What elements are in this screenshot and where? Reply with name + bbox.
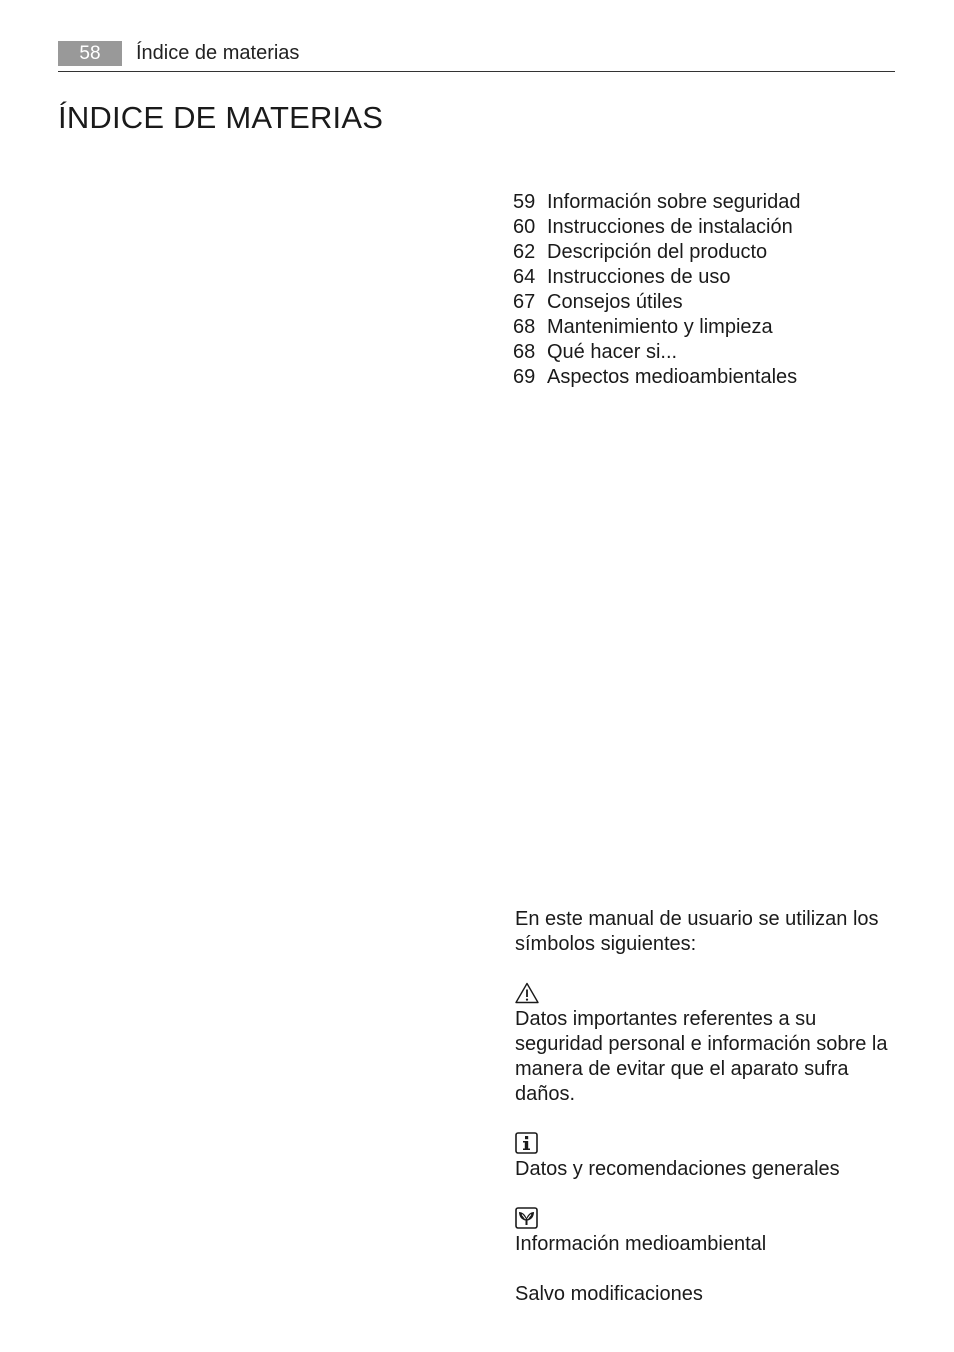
toc-page-number: 68 bbox=[513, 316, 536, 338]
environment-icon bbox=[515, 1207, 895, 1232]
table-of-contents bbox=[513, 190, 800, 390]
toc-entry[interactable] bbox=[513, 240, 800, 265]
warning-triangle-icon bbox=[515, 982, 895, 1007]
info-description: Datos y recomendaciones generales bbox=[515, 1158, 840, 1180]
toc-entry[interactable] bbox=[513, 315, 800, 340]
toc-label: Información sobre seguridad bbox=[547, 191, 801, 213]
toc-entry[interactable] bbox=[513, 290, 800, 315]
toc-entry[interactable] bbox=[513, 340, 800, 365]
toc-page-number: 69 bbox=[513, 366, 536, 388]
toc-page-number: 67 bbox=[513, 291, 536, 313]
toc-label: Descripción del producto bbox=[547, 241, 768, 263]
toc-label: Instrucciones de uso bbox=[547, 266, 731, 288]
toc-page-number: 60 bbox=[513, 216, 536, 238]
toc-entry[interactable] bbox=[513, 215, 800, 240]
toc-page-number: 64 bbox=[513, 266, 536, 288]
toc-label: Aspectos medioambientales bbox=[547, 366, 798, 388]
toc-label: Instrucciones de instalación bbox=[547, 216, 793, 238]
toc-entry[interactable] bbox=[513, 190, 800, 215]
footer-note: Salvo modificaciones bbox=[515, 1283, 703, 1305]
toc-entry[interactable] bbox=[513, 265, 800, 290]
toc-entry[interactable] bbox=[513, 365, 800, 390]
toc-label: Mantenimiento y limpieza bbox=[547, 316, 773, 338]
page-title: ÍNDICE DE MATERIAS bbox=[58, 100, 384, 135]
symbols-legend bbox=[515, 907, 895, 1307]
symbols-intro: En este manual de usuario se utilizan los símbolos siguientes: bbox=[515, 908, 879, 955]
toc-page-number: 59 bbox=[513, 191, 536, 213]
warning-description: Datos importantes referentes a su seguridad personal e información sobre la manera de evitar que el aparato sufra daños. bbox=[515, 1008, 888, 1105]
toc-page-number: 68 bbox=[513, 341, 536, 363]
page-header bbox=[58, 40, 895, 72]
header-section-title: Índice de materias bbox=[136, 42, 300, 64]
toc-label: Consejos útiles bbox=[547, 291, 683, 313]
environment-description: Información medioambiental bbox=[515, 1233, 767, 1255]
page-number: 58 bbox=[58, 41, 122, 66]
toc-page-number: 62 bbox=[513, 241, 536, 263]
toc-label: Qué hacer si... bbox=[547, 341, 678, 363]
info-icon bbox=[515, 1132, 895, 1157]
